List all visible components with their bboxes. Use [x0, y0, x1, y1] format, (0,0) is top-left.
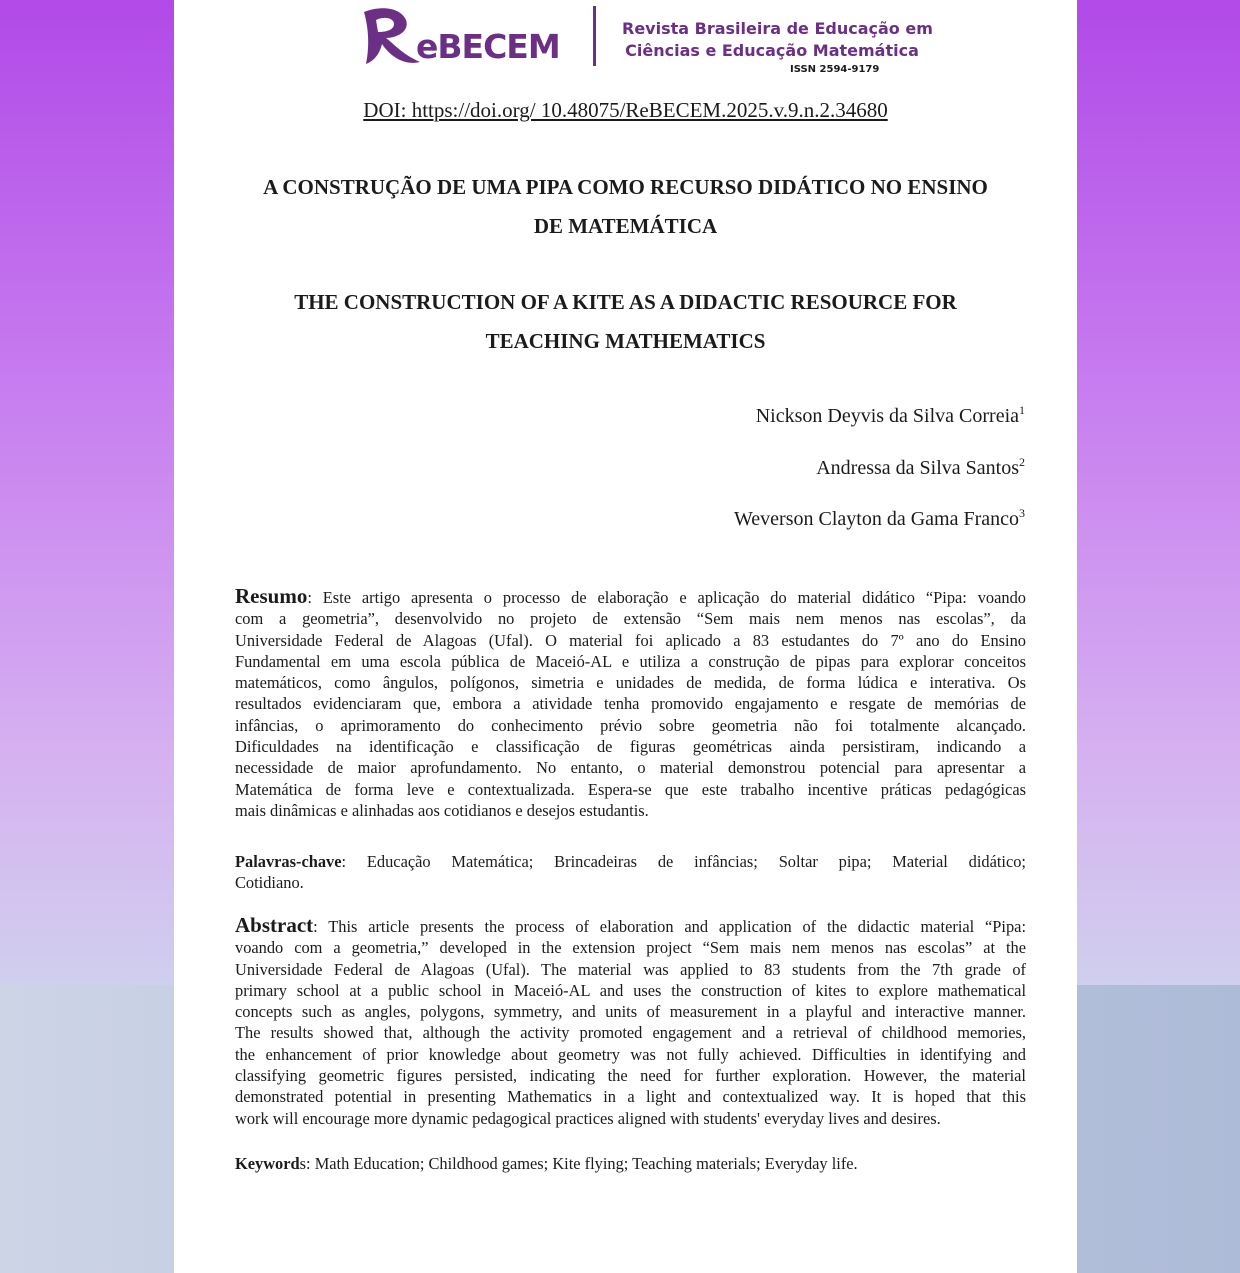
resumo-line — [235, 586, 1026, 608]
author-2 — [816, 457, 1025, 480]
palavras-chave-text: : Educação Matemática; Brincadeiras de infâncias; Soltar pipa; Material didático; — [341, 852, 1026, 871]
author-name: Weverson Clayton da Gama Franco — [734, 508, 1019, 530]
palavras-chave-section — [235, 851, 1026, 894]
resumo-text: : Este artigo apresenta o processo de elaboração e aplicação do material didático “Pipa: voando — [307, 588, 1026, 607]
palavras-chave-line: Cotidiano. — [235, 873, 304, 893]
abstract-text: : This article presents the process of elaboration and application of the didactic material “Pipa: — [313, 917, 1026, 936]
doi-link[interactable]: DOI: https://doi.org/ 10.48075/ReBECEM.2025.v.9.n.2.34680 — [363, 98, 888, 122]
abstract-line: work will encourage more dynamic pedagogical practices aligned with students' everyday lives and desires. — [235, 1108, 941, 1128]
abstract-line — [235, 915, 1026, 937]
resumo-label: Resumo — [235, 584, 308, 608]
resumo-line: resultados evidenciaram que, embora a atividade tenha promovido engajamento e resgate de memórias de — [235, 694, 1026, 714]
title-en-line2: TEACHING MATHEMATICS — [485, 329, 766, 353]
abstract-line: demonstrated potential in presenting Mathematics in a light and contextualized way. It is hoped that this — [235, 1087, 1026, 1107]
resumo-line: Universidade Federal de Alagoas (Ufal). O material foi aplicado a 83 estudantes do 7º ano do Ensino — [235, 630, 1026, 650]
journal-name — [622, 18, 933, 62]
palavras-chave-line — [235, 851, 1026, 872]
resumo-line: com a geometria”, desenvolvido no projeto de extensão “Sem mais nem menos nas escolas”, da — [235, 609, 1026, 629]
resumo-line: infâncias, o aprimoramento do conhecimento prévio sobre geometria não foi totalmente alcançado. — [235, 715, 1026, 735]
resumo-line: mais dinâmicas e alinhadas aos cotidianos e desejos estudantis. — [235, 800, 649, 820]
abstract-line: the enhancement of prior knowledge about geometry was not fully achieved. Difficulties in identifying and — [235, 1044, 1026, 1064]
keywords-text: : Math Education; Childhood games; Kite flying; Teaching materials; Everyday life. — [306, 1154, 858, 1173]
author-footnote-mark[interactable]: 2 — [1019, 455, 1025, 469]
keywords-section — [235, 1153, 1026, 1174]
issn: ISSN 2594-9179 — [790, 64, 880, 75]
document-page — [174, 0, 1077, 1273]
resumo-line: Matemática de forma leve e contextualizada. Espera-se que este trabalho incentive práticas pedagógicas — [235, 779, 1026, 799]
abstract-line: The results showed that, although the activity promoted engagement and a retrieval of childhood memories, — [235, 1023, 1026, 1043]
title-pt-line1: A CONSTRUÇÃO DE UMA PIPA COMO RECURSO DIDÁTICO NO ENSINO — [263, 175, 988, 199]
resumo-section — [235, 586, 1026, 821]
title-portuguese — [234, 168, 1017, 246]
resumo-line: matemáticos, como ângulos, polígonos, simetria e unidades de medida, de forma lúdica e interativa. Os — [235, 673, 1026, 693]
journal-header — [360, 4, 933, 86]
journal-name-line1: Revista Brasileira de Educação em — [622, 19, 933, 38]
header-divider — [593, 6, 596, 66]
abstract-line: Universidade Federal de Alagoas (Ufal). The material was applied to 83 students from the 7th grade of — [235, 959, 1026, 979]
author-footnote-mark[interactable]: 1 — [1019, 403, 1025, 417]
abstract-line: classifying geometric figures persisted, indicating the need for further exploration. However, the material — [235, 1066, 1026, 1086]
abstract-line: voando com a geometria,” developed in the extension project “Sem mais nem menos nas escolas” at the — [235, 938, 1026, 958]
abstract-line: concepts such as angles, polygons, symmetry, and units of measurement in a playful and interactive manner. — [235, 1002, 1026, 1022]
keywords-label-tail: s — [299, 1154, 307, 1173]
title-pt-line2: DE MATEMÁTICA — [533, 214, 718, 238]
author-footnote-mark[interactable]: 3 — [1019, 506, 1025, 520]
keywords-line — [235, 1153, 1026, 1174]
abstract-section — [235, 915, 1026, 1129]
abstract-label: Abstract — [235, 913, 314, 937]
author-name: Nickson Deyvis da Silva Correia — [755, 405, 1019, 427]
resumo-line: Fundamental em uma escola pública de Maceió-AL e utiliza a construção de pipas para explorar conceitos — [235, 651, 1026, 671]
title-en-line1: THE CONSTRUCTION OF A KITE AS A DIDACTIC RESOURCE FOR — [294, 290, 957, 314]
title-english — [234, 283, 1017, 361]
author-3 — [734, 508, 1025, 531]
resumo-line: necessidade de maior aprofundamento. No entanto, o material demonstrou potencial para apresentar a — [235, 758, 1026, 778]
journal-name-line2: Ciências e Educação Matemática — [625, 41, 919, 60]
resumo-line: Dificuldades na identificação e classificação de figuras geométricas ainda persistiram, indicando a — [235, 737, 1026, 757]
author-1 — [756, 405, 1025, 428]
abstract-line: primary school at a public school in Maceió-AL and uses the construction of kites to explore mathematical — [235, 980, 1026, 1000]
author-name: Andressa da Silva Santos — [816, 457, 1019, 479]
keywords-label: Keyword — [235, 1154, 300, 1173]
logo-wordmark: eBECEM — [416, 27, 560, 66]
palavras-chave-label: Palavras-chave — [235, 852, 342, 871]
journal-logo — [360, 4, 570, 74]
